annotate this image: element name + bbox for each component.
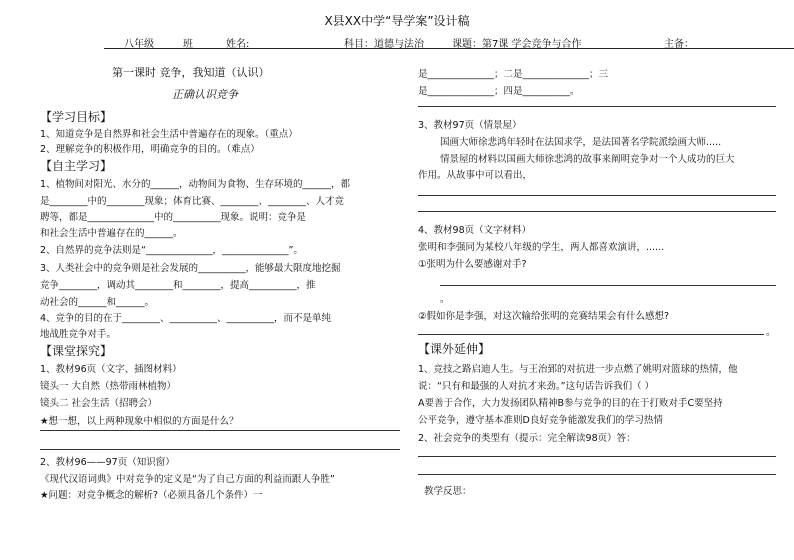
document-title: X县XX中学“导学案”设计稿 <box>324 14 470 28</box>
self-study-3a: 3、人类社会中的竞争则是社会发展的__________，能够最大限度地挖掘 <box>40 263 341 274</box>
class-label: 班 <box>183 39 193 50</box>
goal-2: 2、理解竞争的积极作用，明确竞争的目的。（难点） <box>40 144 260 155</box>
teaching-reflection-label: 教学反思： <box>424 486 472 497</box>
self-study-1d: 和社会生活中普遍存在的______。 <box>40 228 183 239</box>
goals-heading: 【学习目标】 <box>40 110 113 124</box>
explore-1a: 镜头一 大自然（热带雨林植物） <box>40 381 177 392</box>
material-4-para: 张明和李强同为某校八年级的学生，两人都喜欢演讲，...... <box>418 242 665 253</box>
extension-1c: A要善于合作，大力发扬团队精神B参与竞争的目的在于打败对手C要坚持 <box>418 398 723 409</box>
right-cont-line2: 是______________；四是__________。 <box>418 86 580 97</box>
material-4-title: 4、教材98页（文字材料） <box>418 225 532 236</box>
material-4-question-1: ①张明为什么要感谢对手? <box>418 259 527 270</box>
explore-2-question: ★问题：对竞争概念的解析?（必须具备几个条件）一 <box>40 490 263 501</box>
name-label: 姓名: <box>226 39 250 50</box>
lesson-subtitle: 正确认识竞争 <box>172 88 238 101</box>
explore-1: 1、教材96页（文字、插图材料） <box>40 364 182 375</box>
extension-heading: 【课外延伸】 <box>418 342 491 356</box>
goal-1: 1、知道竞争是自然界和社会生活中普遍存在的现象。（重点） <box>40 129 298 140</box>
topic-label: 课题：第7课 学会竞争与合作 <box>452 39 582 50</box>
question-2-end: 。 <box>766 327 776 338</box>
grade-label: 八年级 <box>124 39 154 50</box>
material-3-para3: 作用。从故事中可以看出， <box>418 170 533 181</box>
material-3-para1: 国画大师徐悲鸿年轻时在法国求学，是法国著名学院派绘画大师..... <box>440 137 722 148</box>
self-study-1b: 是________中的________现象；体育比赛、________、________、人才竞 <box>40 196 345 207</box>
question-1-end: 。 <box>440 294 450 305</box>
answer-line <box>40 449 400 450</box>
answer-line <box>418 334 764 335</box>
self-study-1a: 1、植物间对阳光、水分的______，动物间为食物、生存环境的______，都 <box>40 179 351 190</box>
self-study-4b: 地战胜竞争对手。 <box>40 329 117 340</box>
preparer-label: 主备： <box>664 39 694 50</box>
extension-1b: 说：“只有和最强的人对抗才来劲。”这句话告诉我们（ ） <box>418 381 655 392</box>
extension-1a: 1、竞技之路启迪人生。与王治郅的对抗进一步点燃了姚明对篮球的热情，他 <box>418 364 738 375</box>
explore-2: 2、教材96——97页（知识窗） <box>40 457 175 468</box>
right-cont-line1: 是______________；二是______________；三 <box>418 69 609 80</box>
explore-heading: 【课堂探究】 <box>40 344 113 358</box>
material-3-para2: 情景屋的材料以国画大师徐悲鸿的故事来阐明竞争对一个人成功的巨大 <box>440 154 735 165</box>
explore-1-question: ★想一想，以上两种现象中相似的方面是什么？ <box>40 416 239 427</box>
self-study-2: 2、自然界的竞争法则是“______________，______________”。 <box>40 245 303 256</box>
explore-2a: 《现代汉语词典》中对竞争的定义是“为了自己方面的利益而跟人争胜” <box>40 474 335 485</box>
explore-1b: 镜头二 社会生活（招聘会） <box>40 398 158 409</box>
answer-line <box>418 106 776 107</box>
answer-line <box>418 474 776 475</box>
self-study-3b: 竞争________，调动其________和________，提高__________，推 <box>40 280 316 291</box>
lesson-title: 第一课时 竞争，我知道（认识） <box>112 66 270 79</box>
answer-line <box>418 456 776 457</box>
material-3-title: 3、教材97页（情景屋） <box>418 120 522 131</box>
answer-line <box>440 285 776 286</box>
answer-line <box>40 430 400 431</box>
self-study-3c: 动社会的______和______。 <box>40 297 155 308</box>
subject-label: 科目：道德与法治 <box>344 39 424 50</box>
answer-line <box>418 195 776 196</box>
extension-2: 2、社会竞争的类型有（提示：完全解读98页）答： <box>418 433 636 444</box>
self-study-heading: 【自主学习】 <box>40 159 113 173</box>
extension-1d: 公平竞争，遵守基本准则D良好竞争能激发我们的学习热情 <box>418 415 663 426</box>
self-study-4a: 4、竞争的目的在于________、__________、__________，而不是单纯 <box>40 313 332 324</box>
material-4-question-2: ②假如你是李强，对这次输给张明的竞赛结果会有什么感想? <box>418 311 670 322</box>
header-rule <box>104 48 794 49</box>
self-study-1c: 聘等，都是______________中的__________现象。说明：竞争是 <box>40 212 307 223</box>
answer-line <box>418 211 776 212</box>
